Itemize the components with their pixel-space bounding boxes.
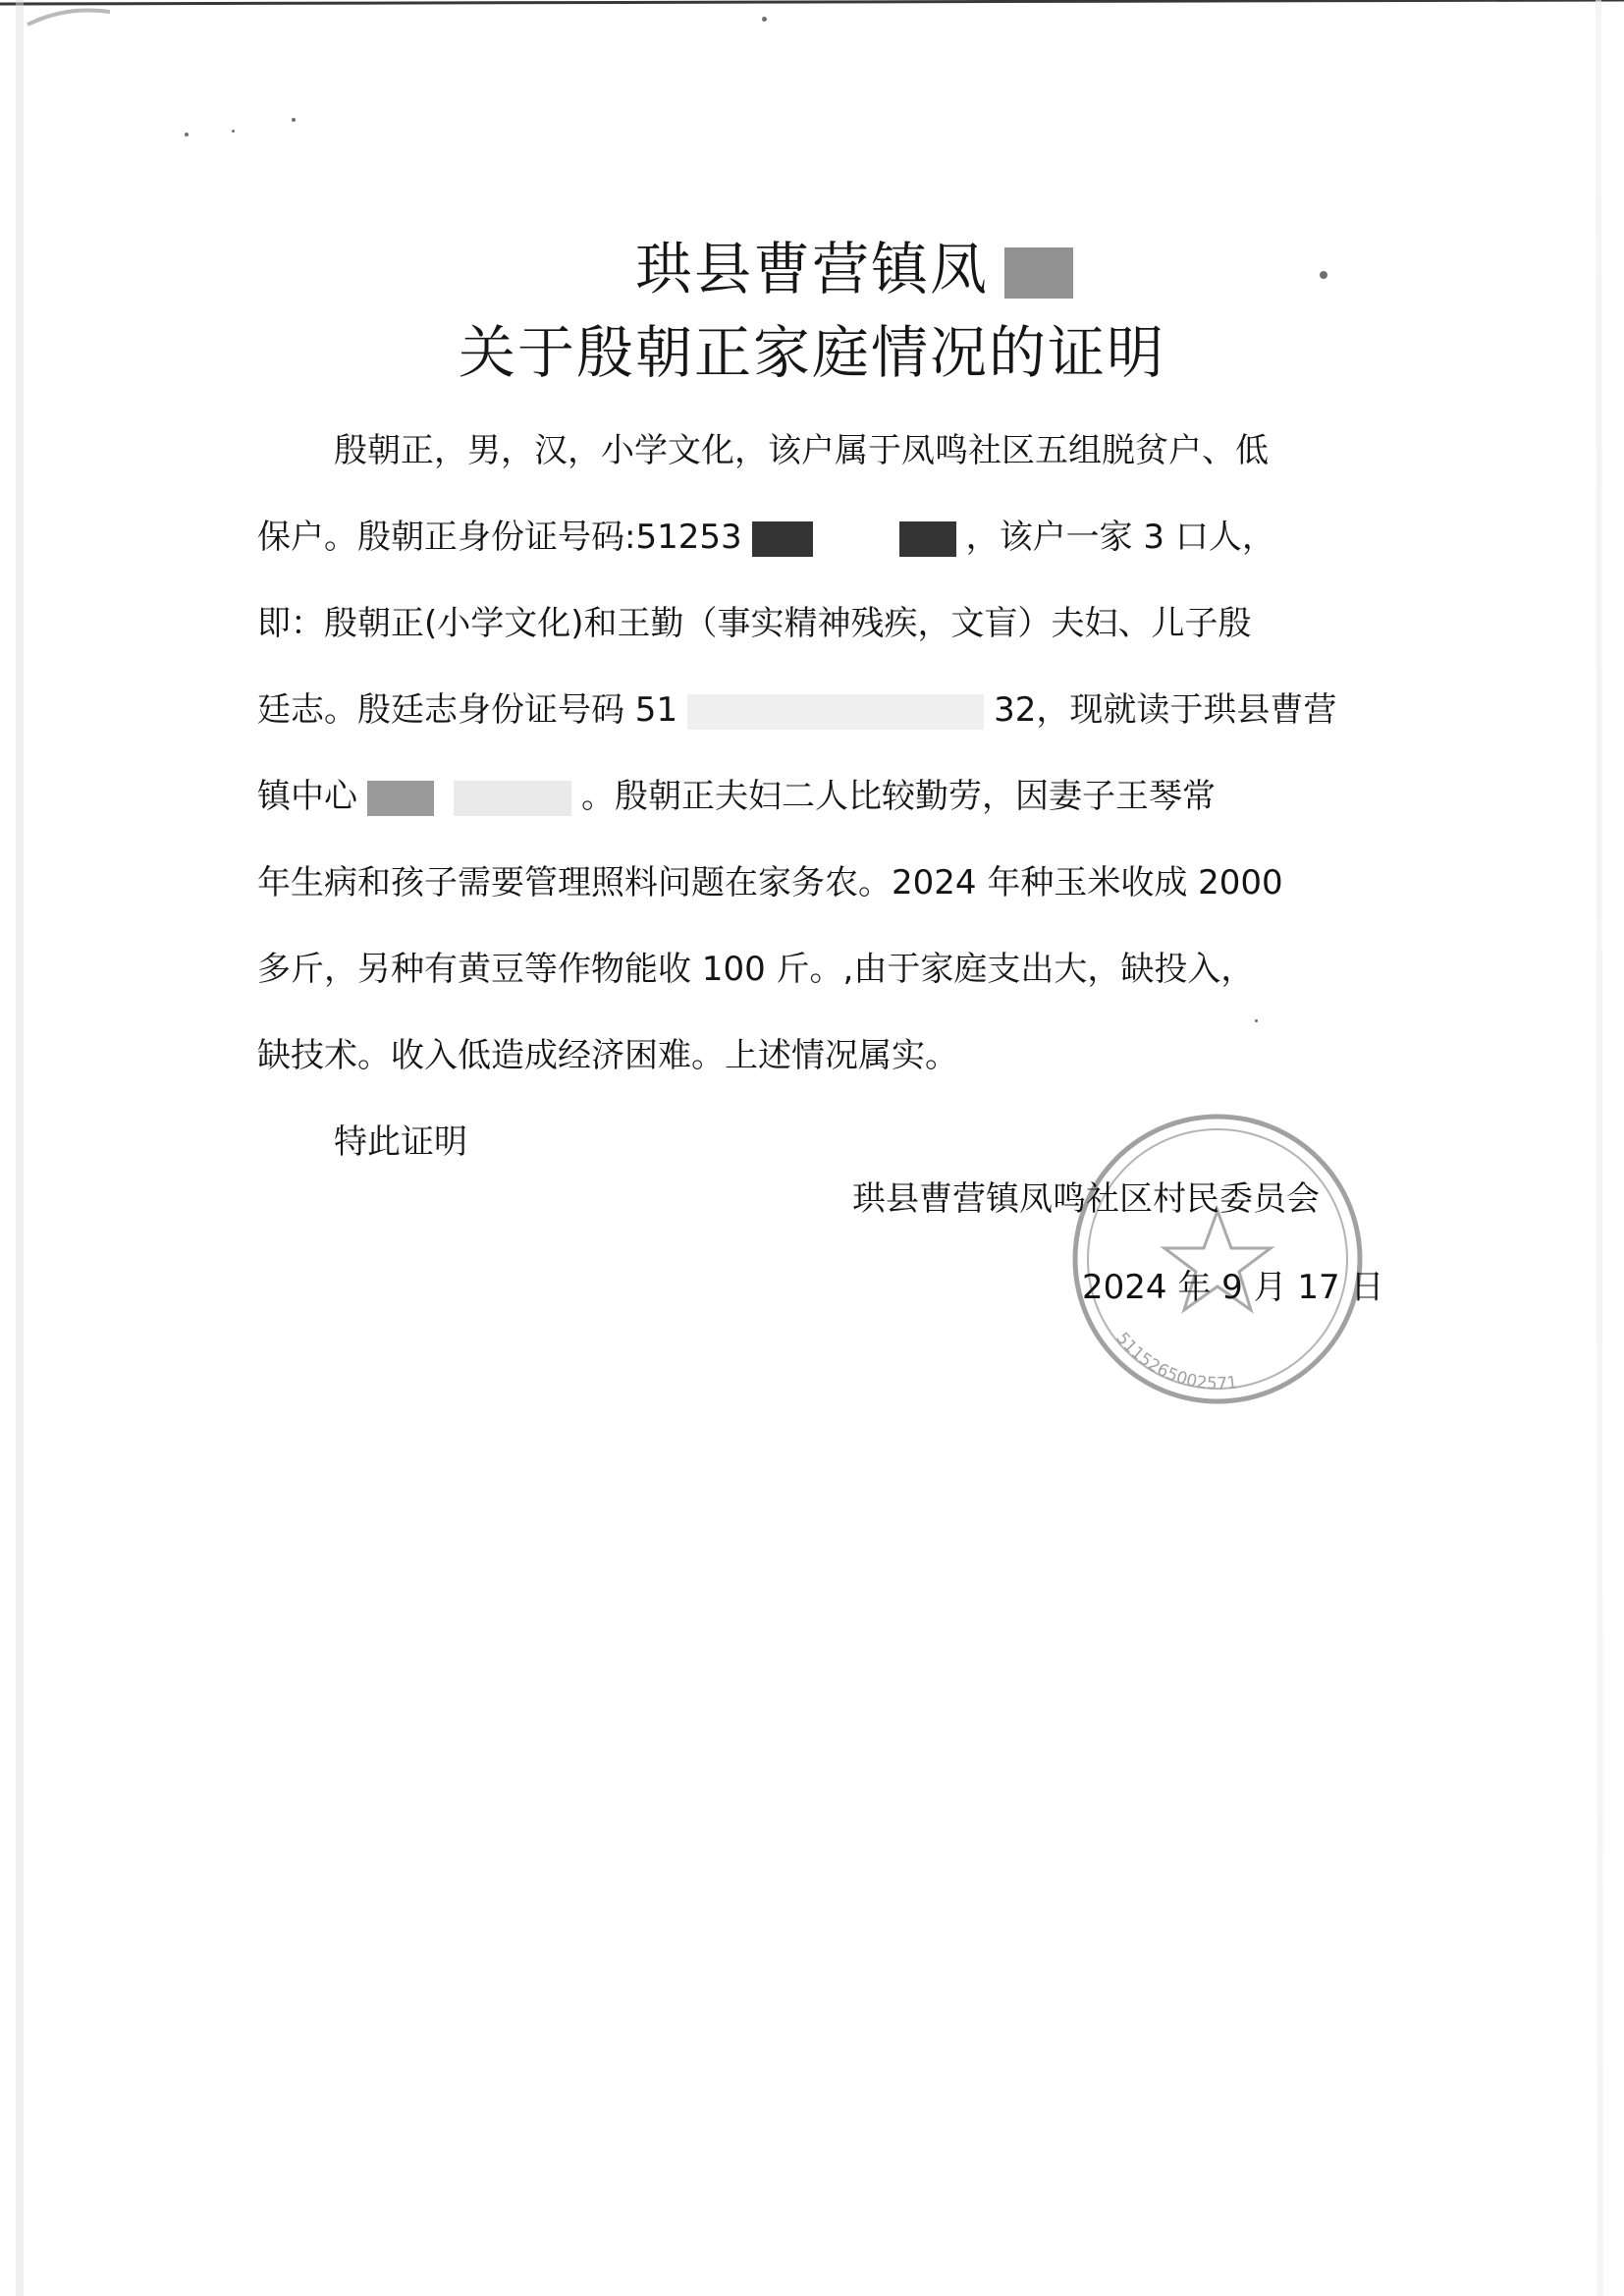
title-visible-text: 珙县曹营镇凤: [634, 236, 989, 302]
body-line-7: 多斤，另种有黄豆等作物能收 100 斤。,由于家庭支出大，缺投入，: [257, 950, 1255, 989]
body-line-3: 即：殷朝正(小学文化)和王勤（事实精神残疾，文盲）夫妇、儿子殷: [257, 604, 1252, 643]
son-school-text: 32，现就读于珙县曹营: [994, 690, 1337, 730]
certificate-body: [257, 408, 1386, 1185]
scan-speck: [762, 17, 767, 22]
issuing-organization: 珙县曹营镇凤鸣社区村民委员会: [852, 1179, 1320, 1219]
document-title-line-2: 关于殷朝正家庭情况的证明: [458, 319, 1165, 386]
body-line-8: 缺技术。收入低造成经济困难。上述情况属实。: [257, 1036, 958, 1075]
school-redaction: [367, 781, 434, 816]
id-number-redaction-light: [833, 521, 880, 557]
issue-date: 2024 年 9 月 17 日: [1082, 1268, 1384, 1307]
id-number-redaction: [899, 521, 956, 557]
id-number-prefix: 保户。殷朝正身份证号码:51253: [257, 518, 742, 557]
scan-speck: [292, 118, 296, 122]
class-redaction: [454, 781, 571, 816]
family-labor-text: 。殷朝正夫妇二人比较勤劳，因妻子王琴常: [581, 777, 1216, 816]
scan-speck: [185, 133, 189, 137]
body-line-4: [257, 667, 1386, 753]
scan-speck: [232, 130, 235, 133]
document-title-line-1: [0, 234, 1624, 304]
body-line-5: [257, 753, 1386, 840]
household-size-text: ，该户一家 3 口人，: [965, 518, 1275, 557]
school-prefix: 镇中心: [257, 777, 357, 816]
body-line-2: [257, 494, 1386, 580]
closing-statement: 特此证明: [334, 1122, 467, 1162]
body-line-1: 殷朝正，男，汉，小学文化，该户属于凤鸣社区五组脱贫户、低: [334, 431, 1269, 470]
seal-serial-number: 5115265002571: [1111, 1329, 1239, 1394]
son-id-prefix: 廷志。殷廷志身份证号码 51: [257, 690, 678, 730]
son-id-redaction: [687, 694, 984, 730]
title-redaction: [1004, 247, 1073, 299]
id-number-redaction: [752, 521, 813, 557]
body-line-6: 年生病和孩子需要管理照料问题在家务农。2024 年种玉米收成 2000: [257, 863, 1283, 902]
